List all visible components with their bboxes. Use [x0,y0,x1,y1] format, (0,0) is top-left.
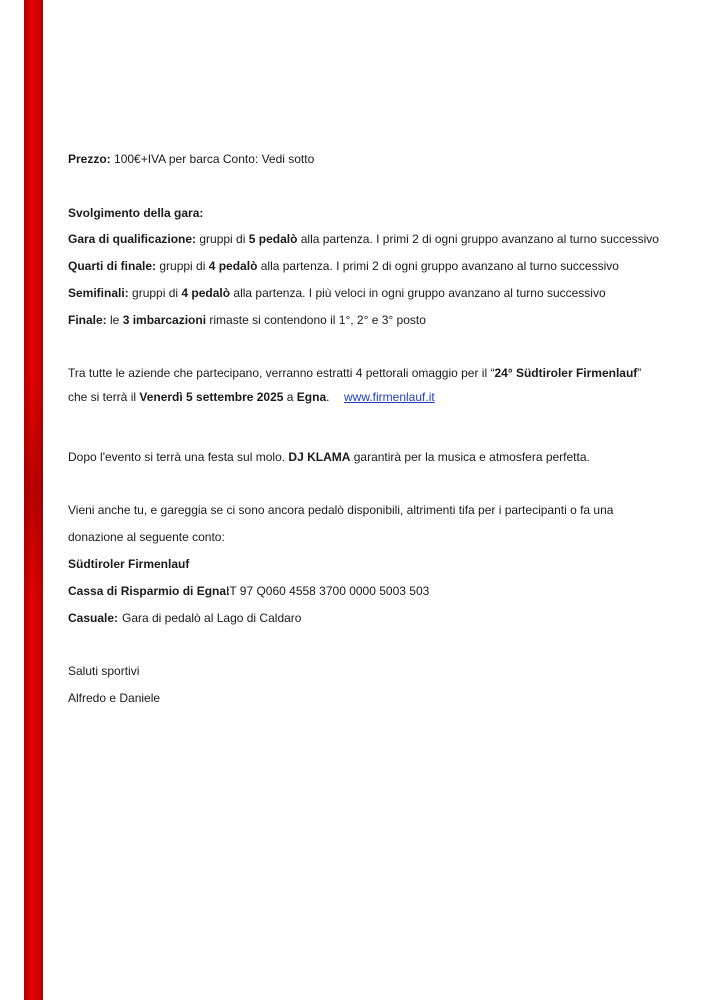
draw-line-2 [68,389,329,405]
semis-text-2: alla partenza. I più veloci in ogni gruppo avanzano al turno successivo [230,286,606,300]
party-text-1: Dopo l'evento si terrà una festa sul molo. [68,450,289,464]
invite-text-1: Vieni anche tu, e gareggia se ci sono ancora pedalò disponibili, altrimenti tifa per i partecipanti o fa una [68,503,614,517]
party-text-2: garantirà per la musica e atmosfera perfetta. [350,450,590,464]
signature [68,690,160,706]
signature-text: Alfredo e Daniele [68,691,161,705]
semis-line [68,285,606,301]
reason-wrap [122,610,301,626]
invite-text-2: donazione al seguente conto: [68,530,225,544]
iban: IT 97 Q060 4558 3700 0000 5003 503 [226,584,430,598]
qualification-bold: 5 pedalò [248,232,298,246]
price-text: 100€+IVA per barca Conto: Vedi sotto [110,152,315,166]
party-line [68,449,590,465]
semis-bold: 4 pedalò [181,286,231,300]
firmenlauf-link-wrap [344,389,435,405]
red-side-bar [24,0,43,1000]
final-line [68,312,426,328]
invite-line-2 [68,529,225,545]
greeting [68,663,139,679]
price-label: Prezzo: [68,152,111,166]
final-label: Finale: [68,313,107,327]
draw-text-2: ” [637,366,642,380]
greeting-text: Saluti sportivi [68,664,140,678]
account-holder-text: Südtiroler Firmenlauf [68,557,190,571]
final-text-2: rimaste si contendono il 1°, 2° e 3° posto [206,313,426,327]
draw-text-3: che si terrà il [68,390,140,404]
event-place: Egna [296,390,327,404]
race-heading [68,205,203,221]
qualification-text-1: gruppi di [196,232,249,246]
race-heading-text: Svolgimento della gara: [68,206,204,220]
quarters-text-2: alla partenza. I primi 2 di ogni gruppo avanzano al turno successivo [257,259,619,273]
dj-name: DJ KLAMA [288,450,351,464]
firmenlauf-link[interactable]: www.firmenlauf.it [344,390,435,404]
bank-label: Cassa di Risparmio di Egna: [68,584,231,598]
firmenlauf-name: 24° Südtiroler Firmenlauf [494,366,638,380]
draw-text-5: . [326,390,330,404]
quarters-line [68,258,619,274]
iban-wrap [226,583,429,599]
reason-label: Casuale: [68,611,119,625]
quarters-label: Quarti di finale: [68,259,157,273]
final-bold: 3 imbarcazioni [122,313,207,327]
semis-label: Semifinali: [68,286,129,300]
final-text-1: le [106,313,123,327]
reason-line [68,610,118,626]
draw-text-1: Tra tutte le aziende che partecipano, verranno estratti 4 pettorali omaggio per il “ [68,366,495,380]
qualification-text-2: alla partenza. I primi 2 di ogni gruppo avanzano al turno successivo [297,232,659,246]
event-date: Venerdì 5 settembre 2025 [139,390,284,404]
reason-text: Gara di pedalò al Lago di Caldaro [122,611,302,625]
qualification-label: Gara di qualificazione: [68,232,197,246]
invite-line-1 [68,502,613,518]
bank-line [68,583,230,599]
price-line [68,151,314,167]
draw-text-4: a [283,390,297,404]
quarters-bold: 4 pedalò [208,259,258,273]
semis-text-1: gruppi di [128,286,182,300]
quarters-text-1: gruppi di [156,259,209,273]
draw-line-1 [68,365,641,381]
account-holder [68,556,189,572]
qualification-line [68,231,659,247]
